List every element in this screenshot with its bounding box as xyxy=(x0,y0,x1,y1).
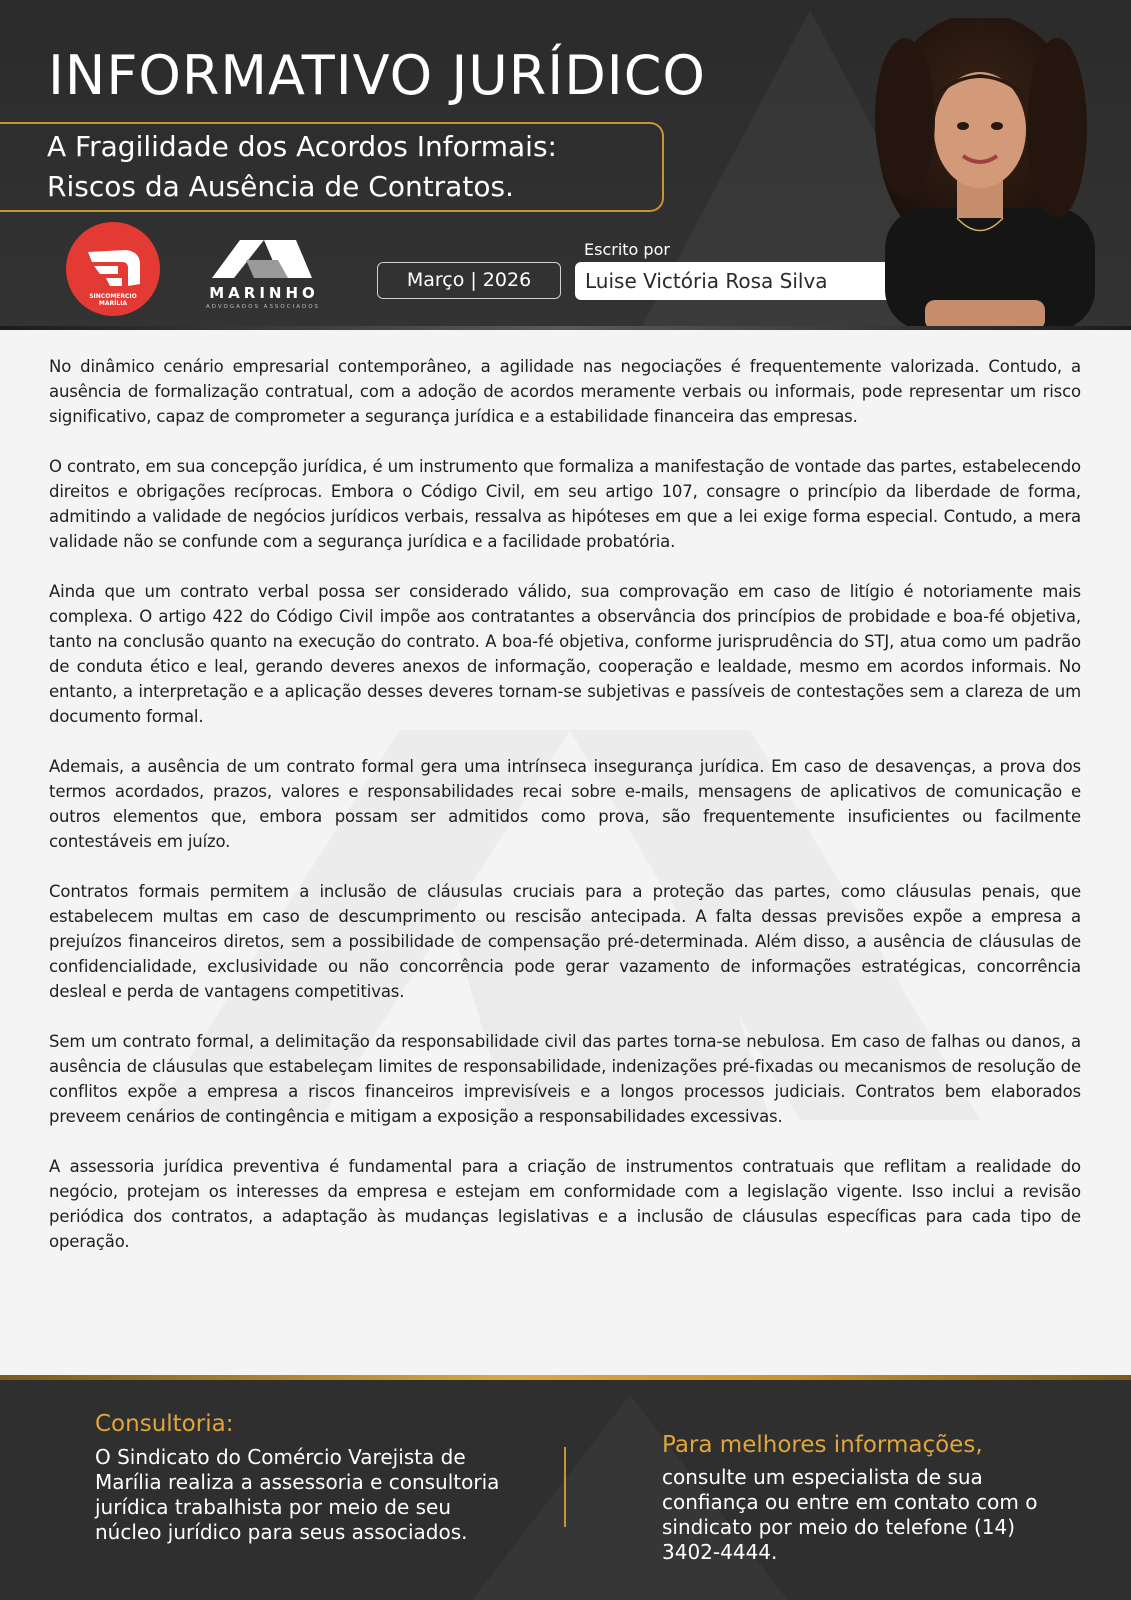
footer-gold-divider xyxy=(0,1375,1131,1380)
marinho-logo-subtitle: ADVOGADOS ASSOCIADOS xyxy=(205,304,321,310)
marinho-emblem-icon xyxy=(200,238,326,284)
author-name: Luise Victória Rosa Silva xyxy=(575,262,920,300)
article-paragraph: O contrato, em sua concepção jurídica, é um instrumento que formaliza a manifestação de vontade das partes, estabelecendo direitos e obrigações recíprocas. Embora o Código Civil, em seu artigo 107, consagre o princípio da liberdade de forma, admitindo a validade de negócios jurídicos verbais, ressalva as hipóteses em que a lei exige forma especial. Contudo, a mera validade não se confunde com a segurança jurídica e a facilidade probatória. xyxy=(49,457,1081,551)
page-title: INFORMATIVO JURÍDICO xyxy=(48,44,706,107)
article-subtitle xyxy=(47,127,657,207)
footer-banner xyxy=(0,1375,1131,1600)
sincomercio-logo-text xyxy=(66,293,160,307)
article-paragraph: Ademais, a ausência de um contrato formal gera uma intrínseca insegurança jurídica. Em caso de desavenças, a prova dos termos acordados, prazos, valores e responsabilidades recai sobre e-mails, mensagens de aplicativos de comunicação e outros elementos que, embora possam ser admitidos como prova, são frequentemente insuficientes ou facilmente contestáveis em juízo. xyxy=(49,757,1081,851)
consultoria-text: O Sindicato do Comércio Varejista de Marília realiza a assessoria e consultoria jurídica trabalhista por meio de seu núcleo jurídico para seus associados. xyxy=(95,1445,500,1544)
subtitle-line-1: A Fragilidade dos Acordos Informais: xyxy=(47,130,557,163)
article-body xyxy=(49,354,1081,1279)
article-paragraph: No dinâmico cenário empresarial contemporâneo, a agilidade nas negociações é frequentemente valorizada. Contudo, a ausência de formalização contratual, com a adoção de acordos meramente verbais ou informais, pode representar um risco significativo, capaz de comprometer a segurança jurídica e a estabilidade financeira das empresas. xyxy=(49,357,1081,426)
consultoria-title: Consultoria: xyxy=(95,1411,234,1437)
marinho-logo xyxy=(200,238,326,316)
header-divider xyxy=(0,326,1131,330)
publication-date: Março | 2026 xyxy=(377,262,561,299)
sincomercio-logo-line-2: MARÍLIA xyxy=(98,300,128,307)
footer-vertical-divider xyxy=(564,1447,566,1527)
article-paragraph: Contratos formais permitem a inclusão de cláusulas cruciais para a proteção das partes, como cláusulas penais, que estabelecem multas em caso de descumprimento ou rescisão antecipada. A falta dessas previsões expõe a empresa a prejuízos financeiros diretos, sem a possibilidade de compensação pré-determinada. Além disso, a ausência de cláusulas de confidencialidade, exclusividade ou não concorrência pode gerar vazamento de informações estratégicas, concorrência desleal e perda de vantagens competitivas. xyxy=(49,882,1081,1001)
header-banner xyxy=(0,0,1131,330)
sincomercio-logo-line-1: SINCOMERCIO xyxy=(89,293,137,300)
subtitle-line-2: Riscos da Ausência de Contratos. xyxy=(47,170,514,203)
article-paragraph: Sem um contrato formal, a delimitação da responsabilidade civil das partes torna-se nebulosa. Em caso de falhas ou danos, a ausência de cláusulas que estabeleçam limites de responsabilidade, indenizações pré-fixadas ou mecanismos de resolução de conflitos expõe a empresa a riscos financeiros imprevisíveis e a longos processos judiciais. Contratos bem elaborados preveem cenários de contingência e mitigam a exposição a responsabilidades excessivas. xyxy=(49,1032,1081,1126)
author-portrait-photo xyxy=(845,18,1131,330)
marinho-logo-name: MARINHO xyxy=(209,284,319,302)
written-by-label: Escrito por xyxy=(584,240,670,259)
article-paragraph: Ainda que um contrato verbal possa ser considerado válido, sua comprovação em caso de litígio é notoriamente mais complexa. O artigo 422 do Código Civil impõe aos contratantes a observância dos princípios de probidade e boa-fé objetiva, tanto na conclusão quanto na execução do contrato. A boa-fé objetiva, conforme jurisprudência do STJ, atua como um padrão de conduta ético e leal, gerando deveres anexos de informação, cooperação e lealdade, mesmo em acordos informais. No entanto, a interpretação e a aplicação desses deveres tornam-se subjetivas e passíveis de contestações sem a clareza de um documento formal. xyxy=(49,582,1081,726)
contact-info-text: consulte um especialista de sua confiança ou entre em contato com o sindicato por meio do telefone (14) 3402-4444. xyxy=(662,1465,1038,1564)
info-title: Para melhores informações, xyxy=(662,1432,983,1458)
sincomercio-logo xyxy=(66,222,160,316)
article-paragraph: A assessoria jurídica preventiva é fundamental para a criação de instrumentos contratuais que reflitam a realidade do negócio, protejam os interesses da empresa e estejam em conformidade com a legislação vigente. Isso inclui a revisão periódica dos contratos, a adaptação às mudanças legislativas e a inclusão de cláusulas específicas para cada tipo de operação. xyxy=(49,1157,1081,1251)
